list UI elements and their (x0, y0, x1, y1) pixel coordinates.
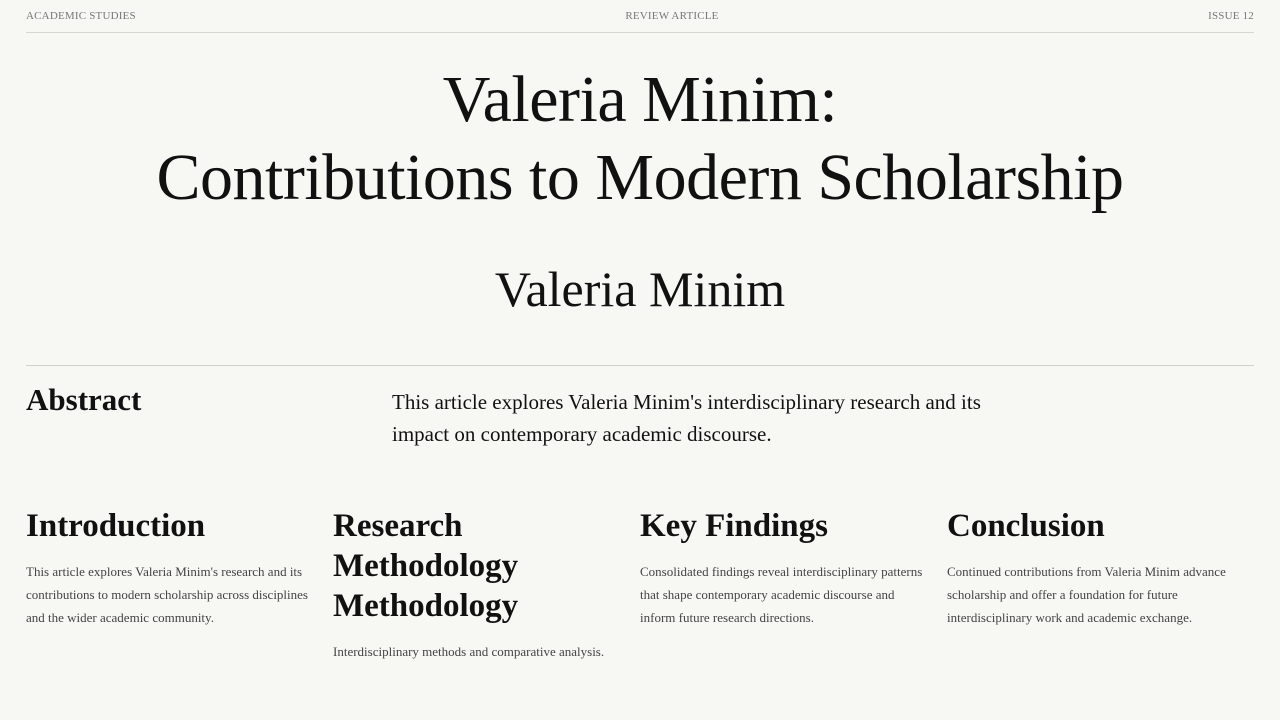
running-header-left: ACADEMIC STUDIES (26, 10, 136, 22)
section-heading: Conclusion (947, 508, 1105, 544)
section-key-findings (640, 506, 947, 663)
section-columns (26, 506, 1254, 663)
article-title-line-2: Contributions to Modern Scholarship (156, 141, 1124, 214)
section-heading: Introduction (26, 508, 206, 544)
article-title (26, 61, 1254, 217)
section-text: Consolidated findings reveal interdisciplinary patterns that shape contemporary academic discourse and inform future research directions. (640, 564, 923, 625)
running-header (26, 0, 1254, 33)
section-text: Interdisciplinary methods and comparative analysis. (333, 644, 605, 659)
section-heading: Key Findings (640, 508, 828, 544)
article-title-line-1: Valeria Minim: (442, 63, 838, 136)
abstract-heading: Abstract (26, 382, 142, 417)
section-introduction (26, 506, 333, 663)
running-header-center: REVIEW ARTICLE (625, 10, 719, 22)
abstract-block (26, 382, 1254, 450)
abstract-text: This article explores Valeria Minim's interdisciplinary research and its impact on contemporary academic discourse. (392, 390, 981, 446)
section-conclusion (947, 506, 1254, 663)
running-header-right: ISSUE 12 (1208, 10, 1254, 22)
section-research-methodology (333, 506, 640, 663)
section-text: Continued contributions from Valeria Minim advance scholarship and offer a foundation for future interdisciplinary work and academic exchange. (947, 564, 1226, 625)
divider (26, 365, 1254, 366)
section-heading: Research Methodology Methodology (333, 508, 519, 624)
section-text: This article explores Valeria Minim's research and its contributions to modern scholarship across disciplines and the wider academic community. (26, 564, 308, 625)
author-name: Valeria Minim (494, 261, 786, 317)
